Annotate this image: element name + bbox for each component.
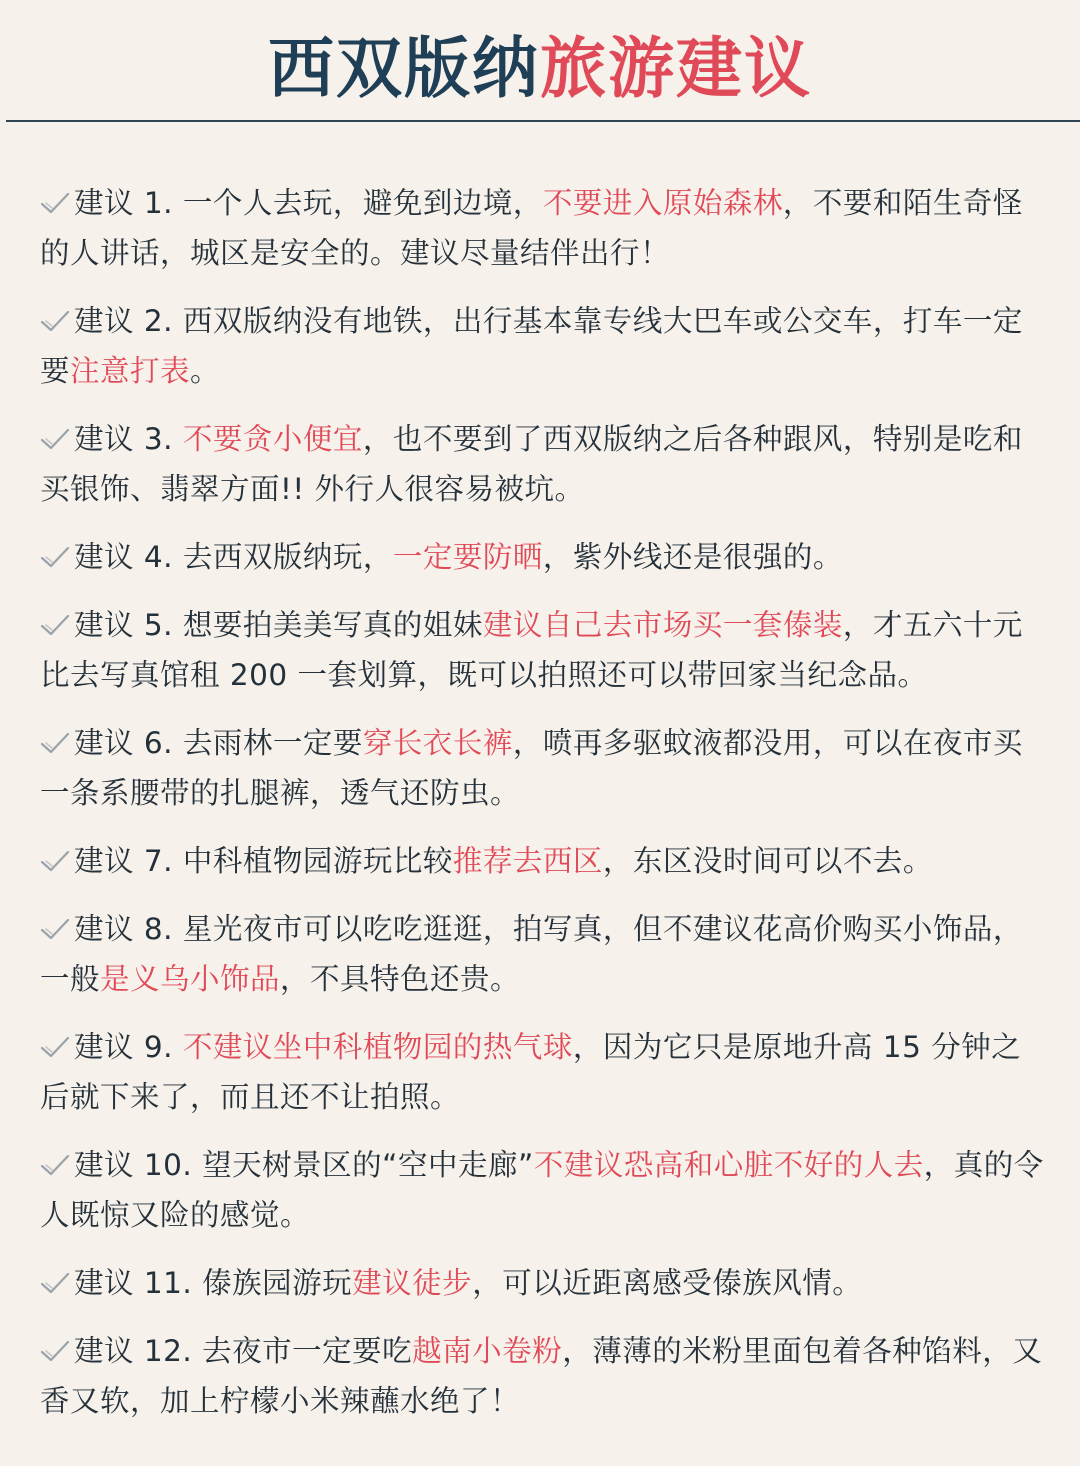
tip-highlight: 不要贪小便宜 xyxy=(182,422,363,456)
tip-highlight: 注意打表 xyxy=(70,354,191,388)
tip-text: 建议 6. 去雨林一定要 xyxy=(74,726,363,760)
check-icon xyxy=(40,1142,70,1166)
tip-highlight: 不建议坐中科植物园的热气球 xyxy=(182,1030,573,1064)
tip-text-after: ，紫外线还是很强的。 xyxy=(542,540,843,574)
tip-item xyxy=(40,414,1044,514)
check-icon xyxy=(40,838,70,862)
tip-text-after: ，因为它只是原地升高 15 分钟之后就下来了，而且还不让拍照。 xyxy=(40,1030,1022,1114)
title-part-2: 旅游建议 xyxy=(540,30,812,107)
tip-item xyxy=(40,1022,1044,1122)
title-part-1: 西双版纳 xyxy=(268,30,540,107)
check-icon xyxy=(40,416,70,440)
check-icon xyxy=(40,906,70,930)
tip-highlight: 不要进入原始森林 xyxy=(542,186,783,220)
tip-text: 建议 12. 去夜市一定要吃 xyxy=(74,1334,413,1368)
tip-item xyxy=(40,600,1044,700)
tip-highlight: 是义乌小饰品 xyxy=(100,962,281,996)
title-divider xyxy=(6,120,1080,122)
tip-text: 建议 7. 中科植物园游玩比较 xyxy=(74,844,453,878)
tip-highlight: 一定要防晒 xyxy=(392,540,543,574)
tip-text-after: ，也不要到了西双版纳之后各种跟风，特别是吃和买银饰、翡翠方面!! 外行人很容易被坑。 xyxy=(40,422,1023,506)
tip-text: 建议 3. xyxy=(74,422,183,456)
page-title xyxy=(0,24,1080,114)
check-icon xyxy=(40,180,70,204)
check-icon xyxy=(40,1260,70,1284)
tip-item xyxy=(40,296,1044,396)
tip-text: 建议 4. 去西双版纳玩， xyxy=(74,540,393,574)
check-icon xyxy=(40,298,70,322)
tip-item xyxy=(40,718,1044,818)
tip-item xyxy=(40,1258,1044,1308)
tip-highlight: 建议自己去市场买一套傣装 xyxy=(482,608,843,642)
check-icon xyxy=(40,602,70,626)
tip-item xyxy=(40,178,1044,278)
tip-text-after: ，真的令人既惊又险的感觉。 xyxy=(40,1148,1044,1232)
tip-item xyxy=(40,1140,1044,1240)
check-icon xyxy=(40,534,70,558)
tip-highlight: 穿长衣长裤 xyxy=(362,726,513,760)
tip-text: 建议 1. 一个人去玩，避免到边境， xyxy=(74,186,543,220)
tip-item xyxy=(40,532,1044,582)
tip-item xyxy=(40,1326,1044,1426)
tip-item xyxy=(40,904,1044,1004)
tip-text-after: ，东区没时间可以不去。 xyxy=(602,844,933,878)
tip-text-after: ，不具特色还贵。 xyxy=(280,962,521,996)
tip-item xyxy=(40,836,1044,886)
tip-text-after: ，才五六十元比去写真馆租 200 一套划算，既可以拍照还可以带回家当纪念品。 xyxy=(40,608,1023,692)
tip-text: 建议 2. 西双版纳没有地铁，出行基本靠专线大巴车或公交车，打车一定要 xyxy=(40,304,1023,388)
tip-text: 建议 10. 望天树景区的“空中走廊” xyxy=(74,1148,534,1182)
tip-text-after: ，可以近距离感受傣族风情。 xyxy=(472,1266,863,1300)
tip-highlight: 推荐去西区 xyxy=(452,844,603,878)
tip-text: 建议 9. xyxy=(74,1030,183,1064)
tips-list xyxy=(40,178,1044,1444)
tip-highlight: 建议徒步 xyxy=(352,1266,473,1300)
tip-highlight: 不建议恐高和心脏不好的人去 xyxy=(533,1148,924,1182)
tip-text: 建议 5. 想要拍美美写真的姐妹 xyxy=(74,608,483,642)
check-icon xyxy=(40,1024,70,1048)
check-icon xyxy=(40,720,70,744)
tip-text-after: ，喷再多驱蚊液都没用，可以在夜市买一条系腰带的扎腿裤，透气还防虫。 xyxy=(40,726,1023,810)
tip-text: 建议 8. 星光夜市可以吃吃逛逛，拍写真，但不建议花高价购买小饰品，一般 xyxy=(40,912,1023,996)
tip-text: 建议 11. 傣族园游玩 xyxy=(74,1266,353,1300)
tip-text-after: ，薄薄的米粉里面包着各种馅料，又香又软，加上柠檬小米辣蘸水绝了！ xyxy=(40,1334,1043,1418)
tip-text-after: 。 xyxy=(190,354,221,388)
check-icon xyxy=(40,1328,70,1352)
tip-highlight: 越南小卷粉 xyxy=(412,1334,563,1368)
tip-text-after: ，不要和陌生奇怪的人讲话，城区是安全的。建议尽量结伴出行！ xyxy=(40,186,1023,270)
